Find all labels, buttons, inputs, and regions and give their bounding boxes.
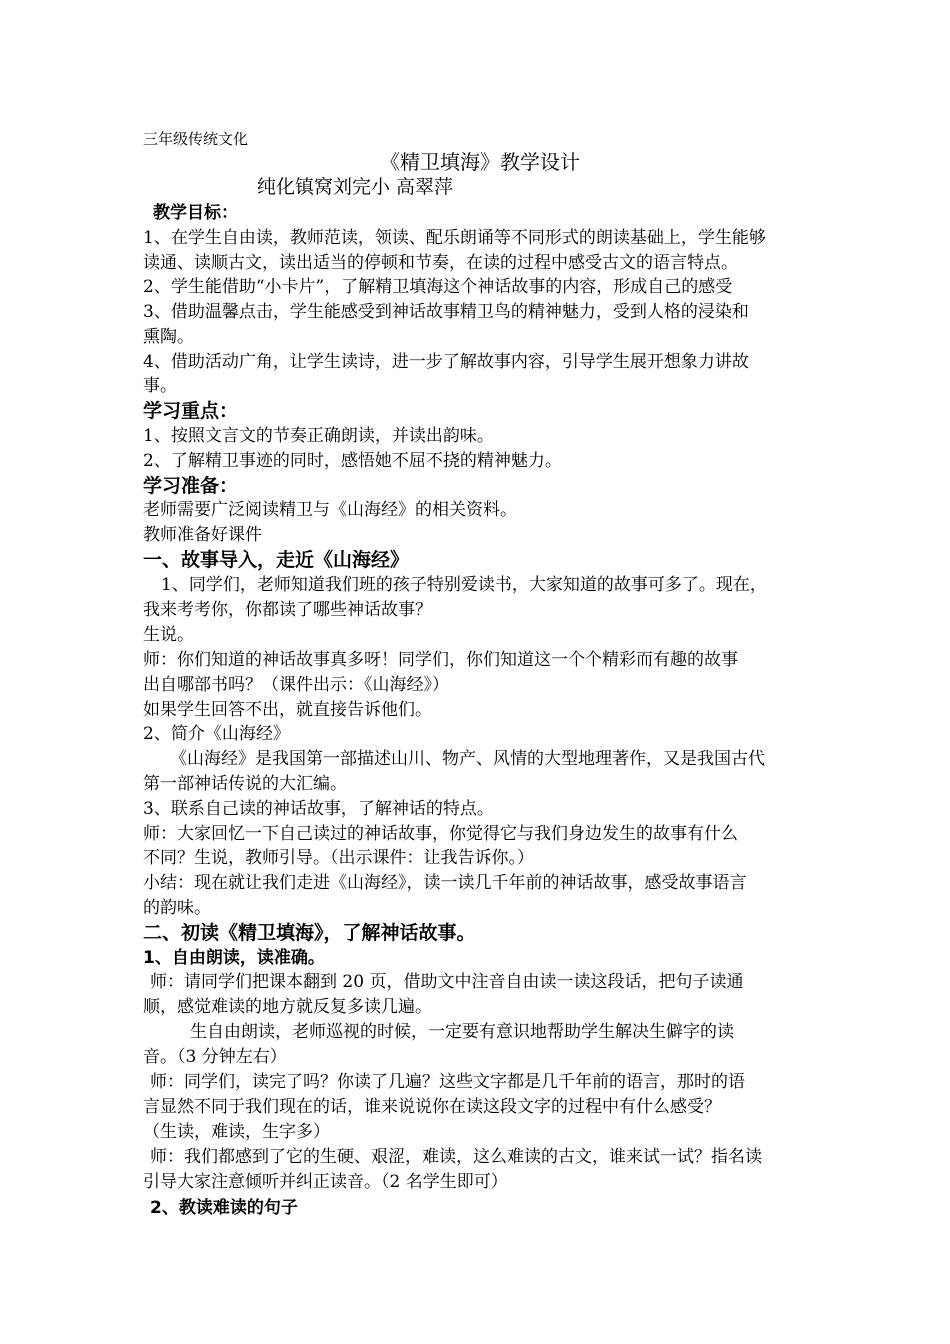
goal-line: 事。 bbox=[143, 376, 177, 396]
part1-line: 师：你们知道的神话故事真多呀！同学们，你们知道这一个个精彩而有趣的故事 bbox=[143, 650, 738, 670]
part2-line: 顺，感觉难读的地方就反复多读几遍。 bbox=[143, 997, 432, 1017]
part2-line: 师：请同学们把课本翻到 20 页，借助文中注音自由读一读这段话，把句子读通 bbox=[150, 972, 744, 992]
part1-line: 我来考考你，你都读了哪些神话故事？ bbox=[143, 600, 432, 620]
part2-subheading: 1、自由朗读，读准确。 bbox=[143, 948, 325, 968]
part1-line: 《山海经》是我国第一部描述山川、物产、风情的大型地理著作，又是我国古代 bbox=[170, 749, 765, 769]
part2-line: 音。（3 分钟左右） bbox=[143, 1047, 287, 1067]
part2-line: 师：我们都感到了它的生硬、艰涩，难读，这么难读的古文，谁来试一试？指名读 bbox=[150, 1147, 762, 1167]
goal-line: 2、学生能借助“小卡片”，了解精卫填海这个神话故事的内容，形成自己的感受 bbox=[143, 277, 733, 297]
goal-line: 读通、读顺古文，读出适当的停顿和节奏，在读的过程中感受古文的语言特点。 bbox=[143, 253, 738, 273]
focus-line: 1、按照文言文的节奏正确朗读，并读出韵味。 bbox=[143, 426, 494, 446]
part2-line: 师：同学们，读完了吗？你读了几遍？这些文字都是几千年前的语言，那时的语 bbox=[150, 1072, 745, 1092]
goal-line: 1、在学生自由读，教师范读，领读、配乐朗诵等不同形式的朗读基础上，学生能够 bbox=[143, 228, 766, 248]
part1-line: 的韵味。 bbox=[143, 898, 211, 918]
prep-line: 教师准备好课件 bbox=[143, 525, 262, 545]
part1-line: 不同？生说，教师引导。（出示课件：让我告诉你。） bbox=[143, 848, 534, 868]
goal-line: 熏陶。 bbox=[143, 327, 194, 347]
part1-line: 3、联系自己读的神话故事，了解神话的特点。 bbox=[143, 799, 494, 819]
focus-line: 2、了解精卫事迹的同时，感悟她不屈不挠的精神魅力。 bbox=[143, 451, 562, 471]
prep-heading: 学习准备： bbox=[143, 475, 239, 497]
author-line: 纯化镇窝刘完小 高翠萍 bbox=[257, 176, 454, 198]
part1-heading: 一、故事导入，走近《山海经》 bbox=[143, 549, 410, 571]
part1-line: 出自哪部书吗？（课件出示：《山海经》） bbox=[143, 675, 449, 695]
goals-heading: 教学目标： bbox=[153, 203, 238, 223]
part2-heading: 二、初读《精卫填海》，了解神话故事。 bbox=[143, 922, 476, 944]
part2-subheading: 2、教读难读的句子 bbox=[150, 1198, 298, 1218]
header-note: 三年级传统文化 bbox=[143, 130, 249, 148]
prep-line: 老师需要广泛阅读精卫与《山海经》的相关资料。 bbox=[143, 500, 517, 520]
part1-line: 如果学生回答不出，就直接告诉他们。 bbox=[143, 700, 432, 720]
part1-line: 小结：现在就让我们走进《山海经》，读一读几千年前的神话故事，感受故事语言 bbox=[143, 873, 747, 893]
part2-line: 引导大家注意倾听并纠正读音。（2 名学生即可） bbox=[143, 1172, 508, 1192]
part1-line: 生说。 bbox=[143, 625, 194, 645]
focus-heading: 学习重点： bbox=[143, 400, 239, 422]
part2-line: 生自由朗读，老师巡视的时候，一定要有意识地帮助学生解决生僻字的读 bbox=[190, 1022, 734, 1042]
goal-line: 3、借助温馨点击，学生能感受到神话故事精卫鸟的精神魅力，受到人格的浸染和 bbox=[143, 302, 749, 322]
part1-line: 师：大家回忆一下自己读过的神话故事，你觉得它与我们身边发生的故事有什么 bbox=[143, 824, 738, 844]
document-title: 《精卫填海》教学设计 bbox=[380, 150, 580, 174]
part2-line: 言显然不同于我们现在的话，谁来说说你在读这段文字的过程中有什么感受？ bbox=[143, 1097, 721, 1117]
part2-line: （生读，难读，生字多） bbox=[143, 1122, 330, 1142]
part1-line: 2、简介《山海经》 bbox=[143, 724, 290, 744]
part1-line: 1、同学们，老师知道我们班的孩子特别爱读书，大家知道的故事可多了。现在， bbox=[161, 575, 767, 595]
goal-line: 4、借助活动广角，让学生读诗，进一步了解故事内容，引导学生展开想象力讲故 bbox=[143, 352, 749, 372]
part1-line: 第一部神话传说的大汇编。 bbox=[143, 774, 347, 794]
